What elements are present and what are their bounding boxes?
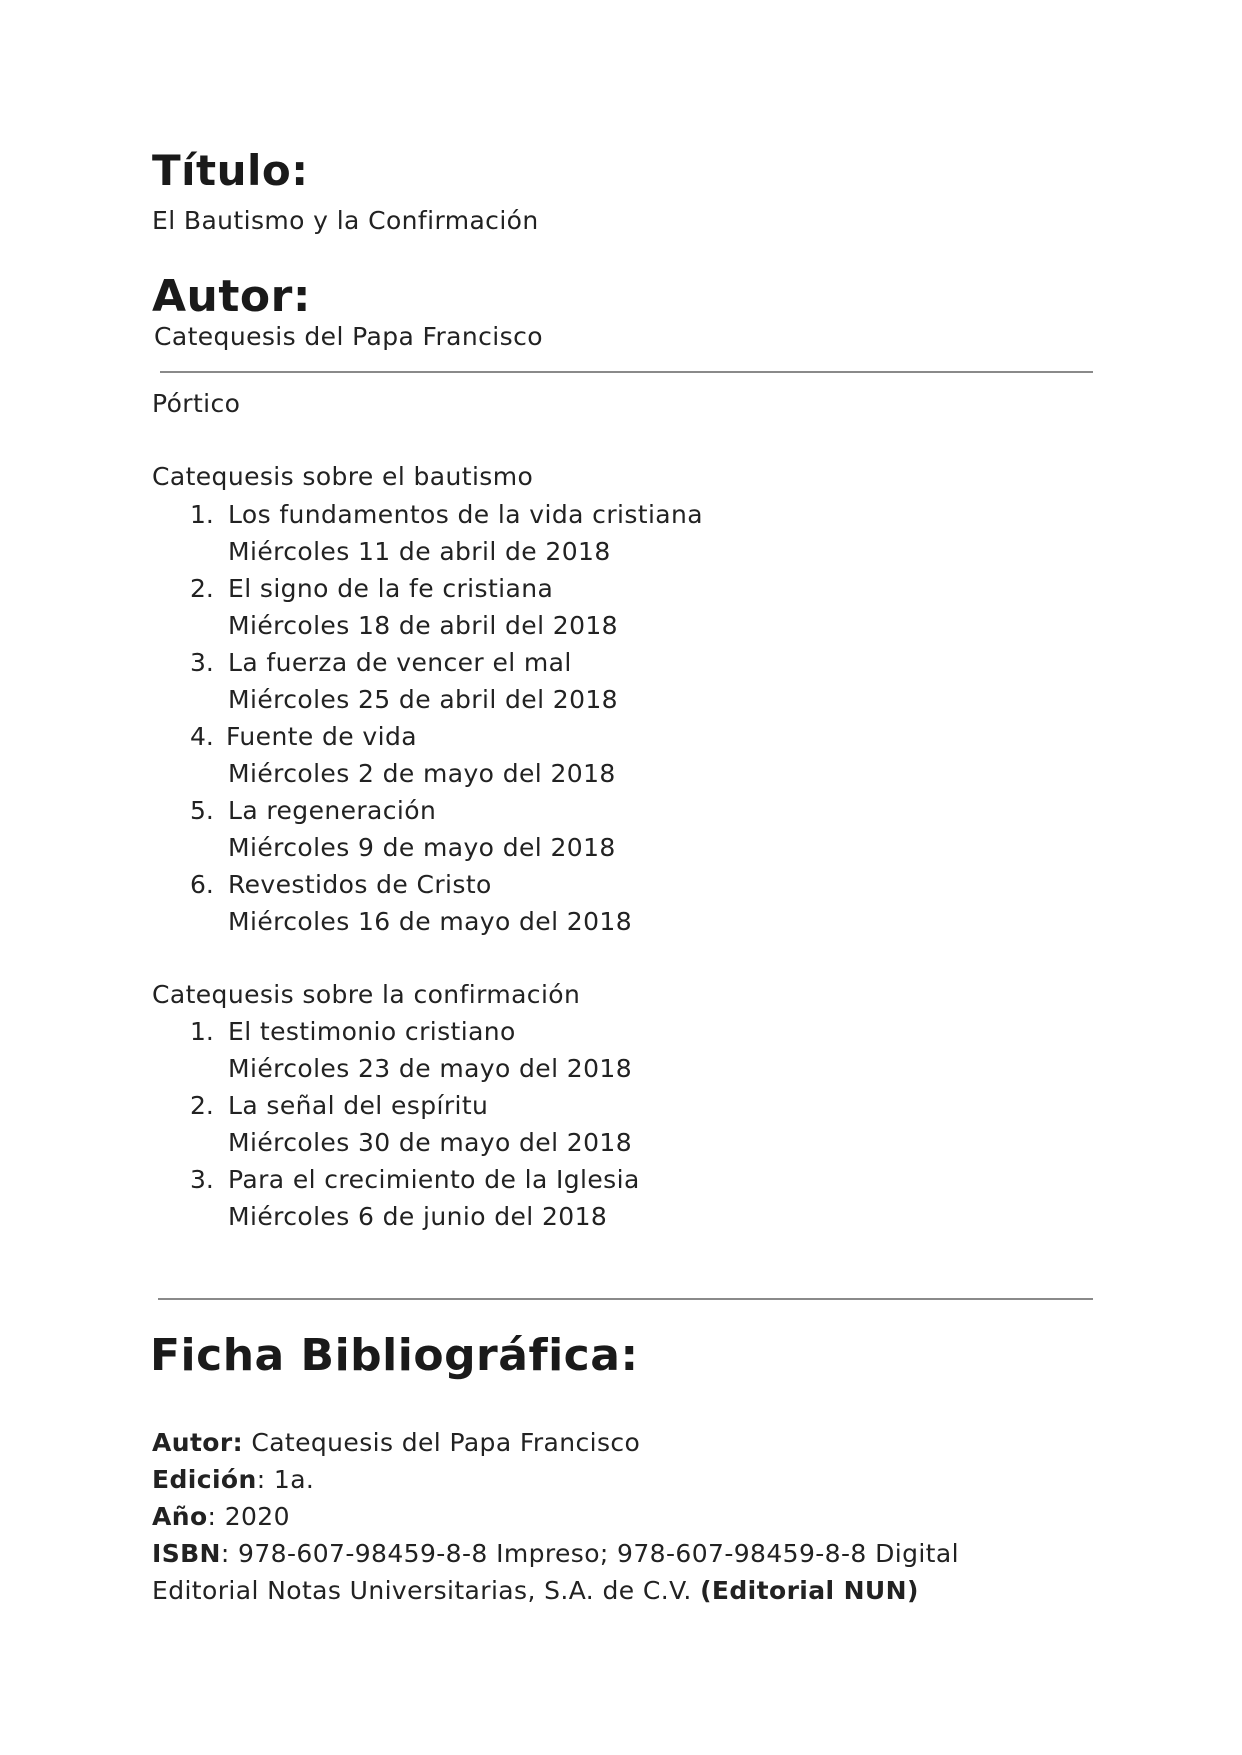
ficha-editorial-bold: (Editorial NUN) <box>700 1576 919 1605</box>
list-item-number: 5. <box>190 796 214 825</box>
list-item-number: 1. <box>190 1017 214 1046</box>
ficha-anio-value: : 2020 <box>207 1502 290 1531</box>
list-item-title: Revestidos de Cristo <box>228 870 492 899</box>
ficha-edicion-line <box>152 1465 314 1494</box>
ficha-isbn-label: ISBN <box>152 1539 221 1568</box>
list-item-title: El testimonio cristiano <box>228 1017 516 1046</box>
ficha-anio-label: Año <box>152 1502 208 1531</box>
list-item-number: 6. <box>190 870 214 899</box>
titulo-heading: Título: <box>152 146 309 195</box>
list-item-date: Miércoles 25 de abril del 2018 <box>228 685 618 714</box>
list-item-number: 3. <box>190 648 214 677</box>
confirmacion-section-title: Catequesis sobre la confirmación <box>152 980 581 1009</box>
list-item-number: 4. <box>190 722 214 751</box>
list-item-title: Para el crecimiento de la Iglesia <box>228 1165 640 1194</box>
ficha-autor-line <box>152 1428 640 1457</box>
bottom-divider <box>158 1298 1093 1300</box>
list-item-title: Los fundamentos de la vida cristiana <box>228 500 703 529</box>
list-item-date: Miércoles 23 de mayo del 2018 <box>228 1054 632 1083</box>
list-item-title: La señal del espíritu <box>228 1091 489 1120</box>
list-item-date: Miércoles 2 de mayo del 2018 <box>228 759 616 788</box>
list-item-title: El signo de la fe cristiana <box>228 574 554 603</box>
ficha-edicion-label: Edición <box>152 1465 257 1494</box>
ficha-autor-value: Catequesis del Papa Francisco <box>243 1428 641 1457</box>
list-item-date: Miércoles 16 de mayo del 2018 <box>228 907 632 936</box>
list-item-date: Miércoles 30 de mayo del 2018 <box>228 1128 632 1157</box>
list-item-date: Miércoles 9 de mayo del 2018 <box>228 833 616 862</box>
ficha-editorial-line <box>152 1576 919 1605</box>
ficha-anio-line <box>152 1502 290 1531</box>
ficha-autor-label: Autor: <box>152 1428 243 1457</box>
portico-label: Pórtico <box>152 389 241 418</box>
ficha-editorial-value: Editorial Notas Universitarias, S.A. de C.V. <box>152 1576 701 1605</box>
top-divider <box>160 371 1093 373</box>
autor-heading: Autor: <box>152 271 311 322</box>
list-item-date: Miércoles 18 de abril del 2018 <box>228 611 618 640</box>
list-item-title: La fuerza de vencer el mal <box>228 648 572 677</box>
list-item-date: Miércoles 6 de junio del 2018 <box>228 1202 608 1231</box>
ficha-isbn-value: : 978-607-98459-8-8 Impreso; 978-607-98459-8-8 Digital <box>220 1539 959 1568</box>
list-item-number: 2. <box>190 1091 214 1120</box>
list-item-title: Fuente de vida <box>226 722 417 751</box>
titulo-value: El Bautismo y la Confirmación <box>152 206 539 235</box>
ficha-isbn-line <box>152 1539 959 1568</box>
list-item-number: 1. <box>190 500 214 529</box>
list-item-title: La regeneración <box>228 796 437 825</box>
bautismo-section-title: Catequesis sobre el bautismo <box>152 462 534 491</box>
ficha-heading: Ficha Bibliográfica: <box>150 1330 639 1381</box>
ficha-edicion-value: : 1a. <box>256 1465 315 1494</box>
list-item-number: 2. <box>190 574 214 603</box>
list-item-date: Miércoles 11 de abril de 2018 <box>228 537 611 566</box>
autor-value: Catequesis del Papa Francisco <box>154 322 543 351</box>
list-item-number: 3. <box>190 1165 214 1194</box>
